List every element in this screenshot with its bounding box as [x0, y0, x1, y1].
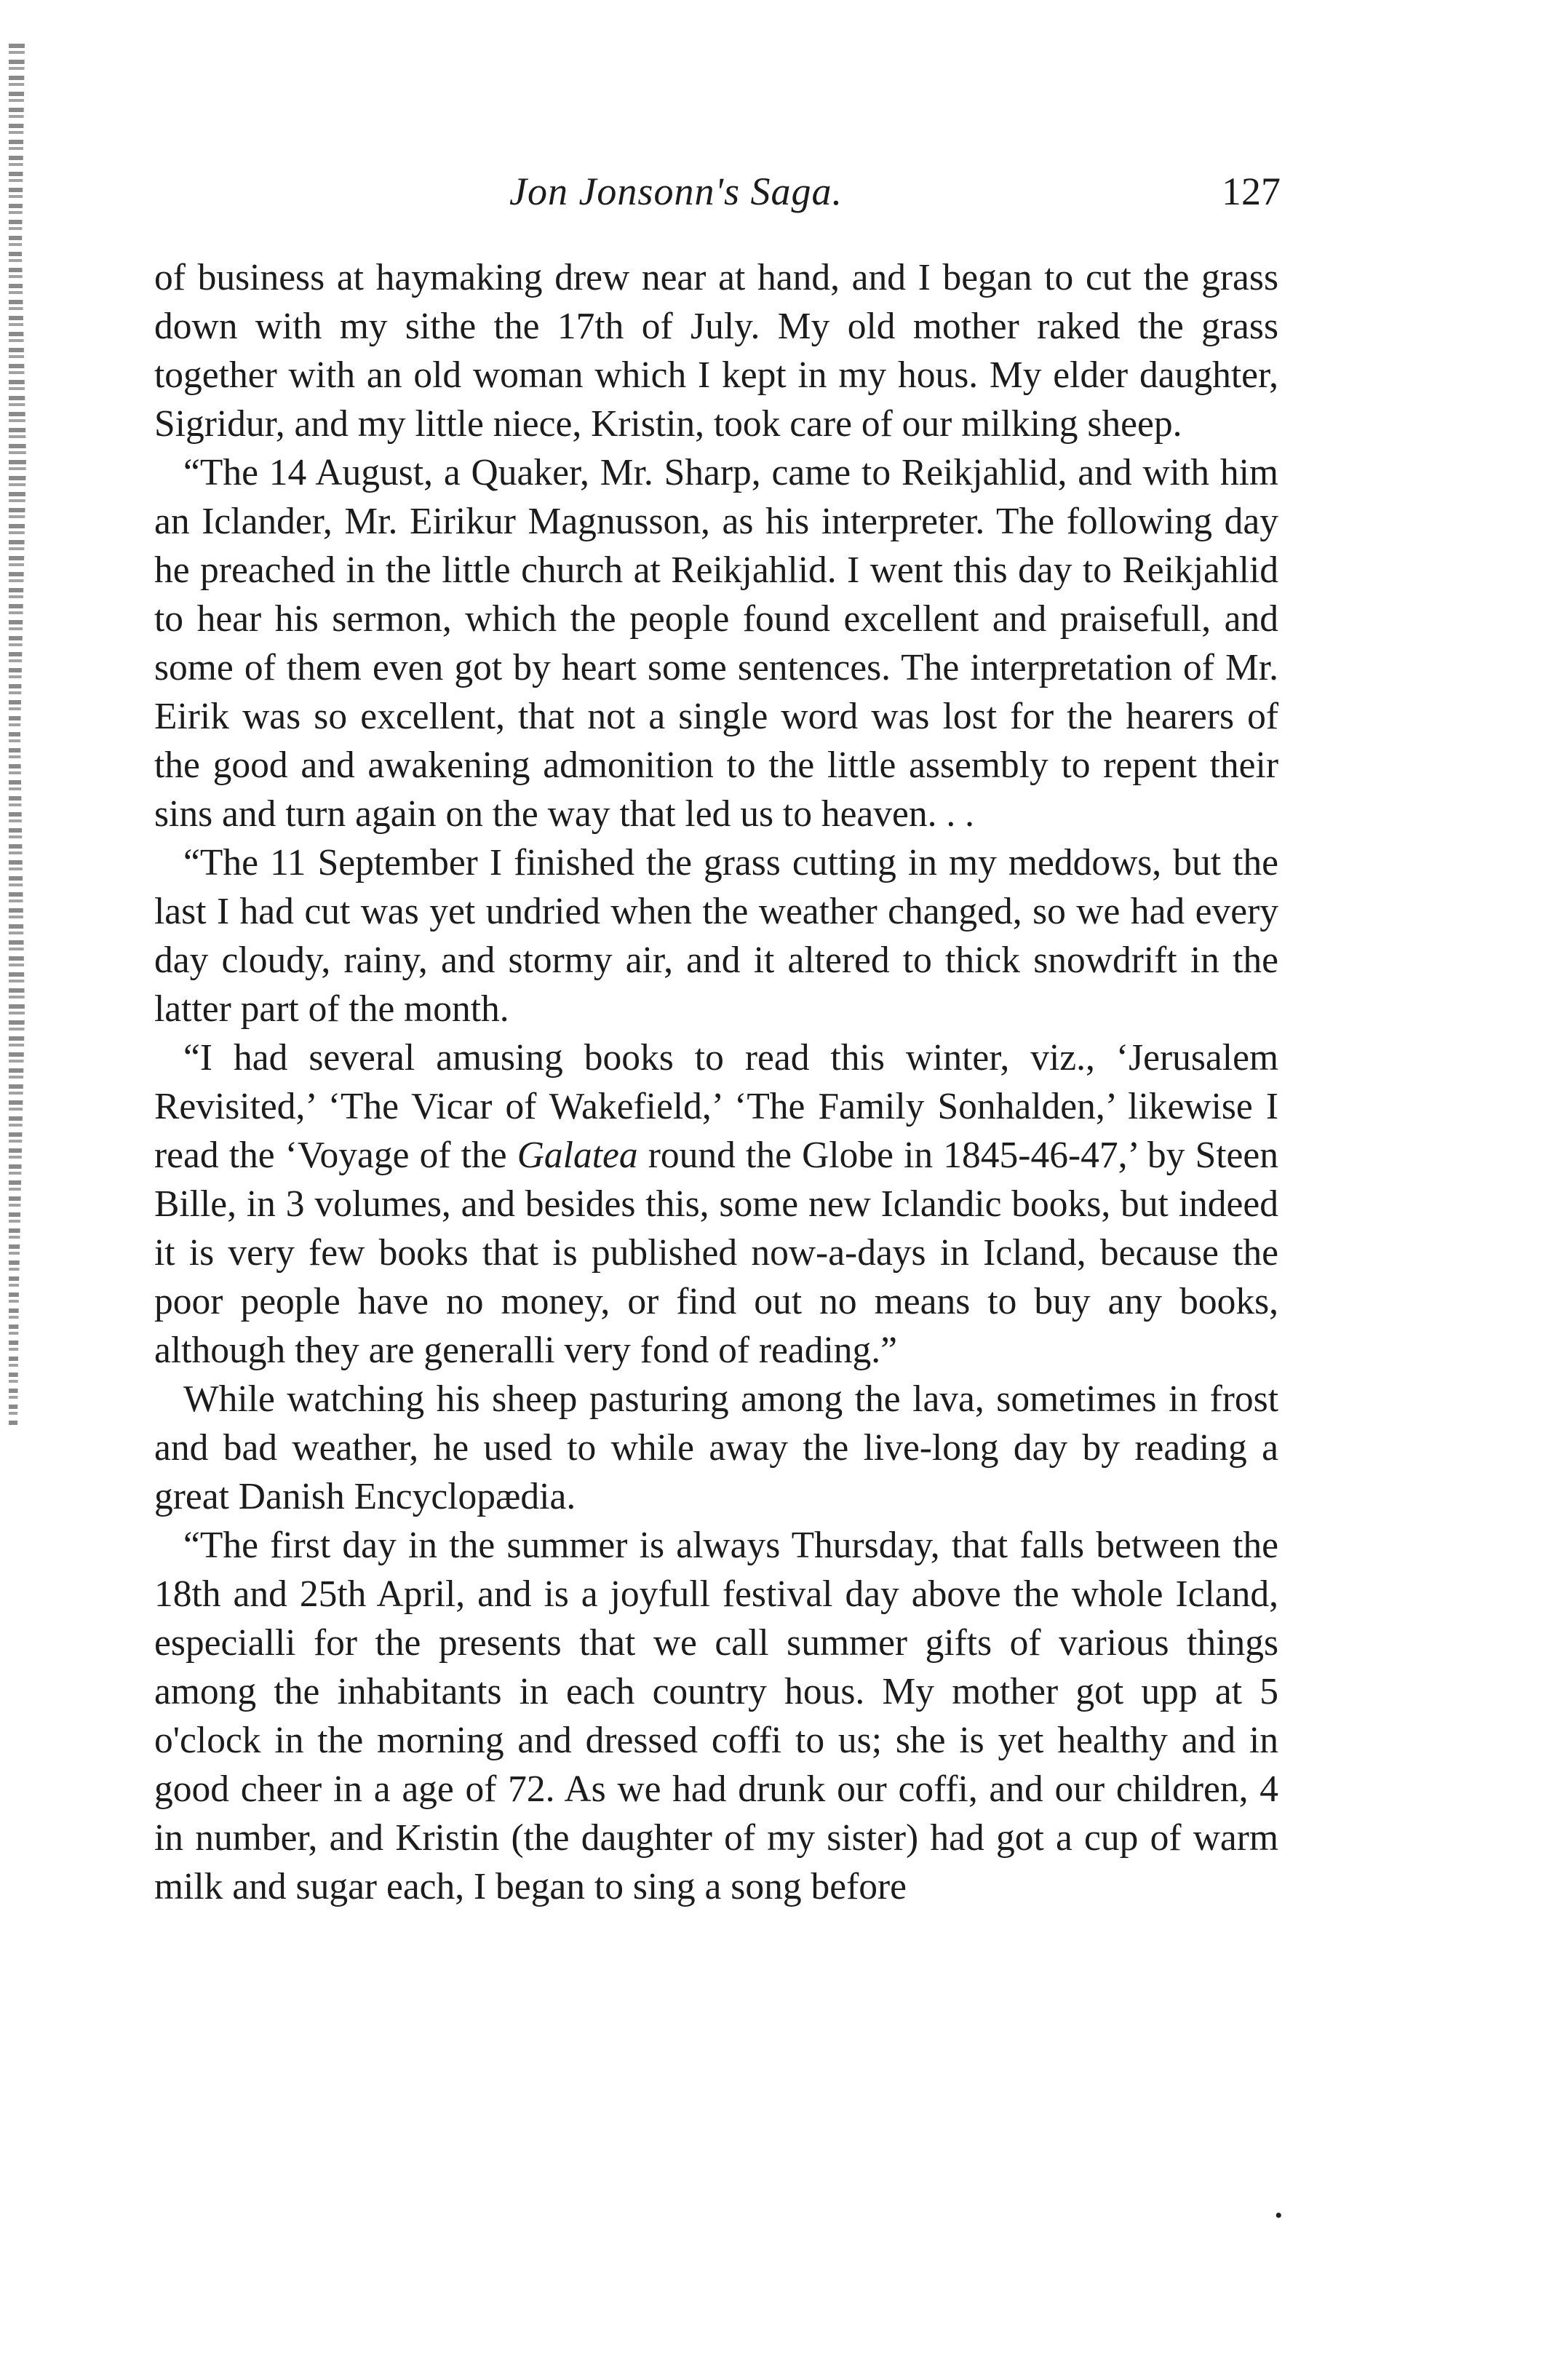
running-head [509, 169, 1281, 227]
paragraph: “The first day in the summer is always Thursday, that falls between the 18th and 25th April, and is a joyfull festival day above the whole Icland, especialli for the presents that we call summer gifts of various things among the inhabitants in each country hous. My mother got upp at 5 o'clock in the morning and dressed coffi to us; she is yet healthy and in good cheer in a age of 72. As we had drunk our coffi, and our children, 4 in number, and Kristin (the daughter of my sister) had got a cup of warm milk and sugar each, I began to sing a song before [154, 1525, 1278, 1907]
paragraph: While watching his sheep pasturing among the lava, sometimes in frost and bad weather, he used to while away the live-long day by reading a great Danish Encyclopædia. [154, 1378, 1278, 1517]
binding-shadow [9, 44, 38, 1426]
paragraph: “The 11 September I finished the grass cutting in my meddows, but the last I had cut was yet undried when the weather changed, so we had every day cloudy, rainy, and stormy air, and it altered to thick snowdrift in the latter part of the month. [154, 842, 1278, 1030]
paragraph: “I had several amusing books to read this winter, viz., ‘Jerusalem Revisited,’ ‘The Vicar of Wakefield,’ ‘The Family Sonhalden,’ likewise I read the ‘Voyage of the Galatea round the Globe in 1845-46-47,’ by Steen Bille, in 3 volumes, and besides this, some new Iclandic books, but indeed it is very few books that is published now-a-days in Icland, because the poor people have no money, or find out no means to buy any books, although they are generalli very fond of reading.” [154, 1037, 1278, 1371]
body-text [154, 253, 1278, 1911]
print-speck: • [1275, 2204, 1283, 2228]
page-number: 127 [1222, 170, 1281, 213]
running-title: Jon Jonsonn's Saga. [509, 170, 843, 213]
paragraph: “The 14 August, a Quaker, Mr. Sharp, came to Reikjahlid, and with him an Iclander, Mr. Eirikur Magnusson, as his interpreter. The following day he preached in the little church at Reikjahlid. I went this day to Reikjahlid to hear his sermon, which the people found excellent and praisefull, and some of them even got by heart some sentences. The interpretation of Mr. Eirik was so excellent, that not a single word was lost for the hearers of the good and awakening admonition to the little assembly to repent their sins and turn again on the way that led us to heaven. . . [154, 452, 1278, 835]
paragraph: of business at haymaking drew near at hand, and I began to cut the grass down with my sithe the 17th of July. My old mother raked the grass together with an old woman which I kept in my hous. My elder daughter, Sigridur, and my little niece, Kristin, took care of our milking sheep. [154, 257, 1278, 445]
ship-name: Galatea [517, 1135, 638, 1176]
